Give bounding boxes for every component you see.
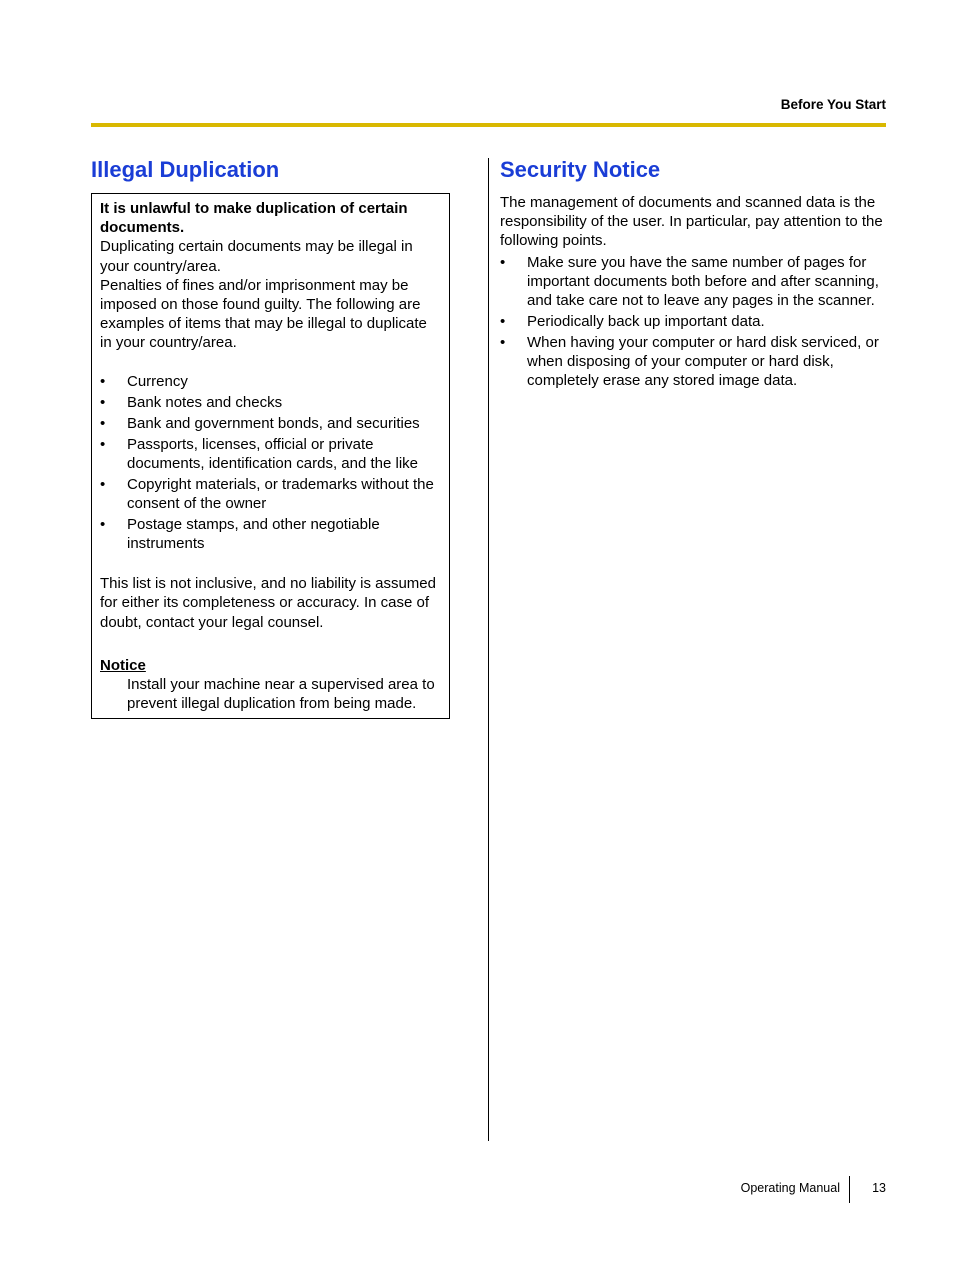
list-item-text: Bank and government bonds, and securities: [127, 414, 420, 432]
security-notice-title: Security Notice: [500, 157, 661, 182]
illegal-duplication-title: Illegal Duplication: [91, 157, 280, 182]
list-item: [100, 414, 441, 433]
security-notice-section: [500, 157, 888, 392]
lead-statement: It is unlawful to make duplication of certain documents.: [100, 200, 408, 237]
notice-title: Notice: [100, 656, 146, 674]
disclaimer: This list is not inclusive, and no liability is assumed for either its completeness or accuracy. In case of doubt, contact your legal counsel.: [100, 575, 436, 631]
bullet-icon: •: [100, 516, 106, 534]
list-item: [100, 372, 441, 391]
bullet-icon: •: [500, 313, 506, 331]
list-item-text: Postage stamps, and other negotiable instruments: [127, 516, 380, 553]
bullet-icon: •: [500, 253, 506, 271]
section-label: Before You Start: [780, 97, 886, 112]
illegal-duplication-box: [91, 193, 450, 719]
bullet-icon: •: [100, 435, 106, 453]
list-item: [100, 475, 441, 513]
list-item-text: Bank notes and checks: [127, 393, 283, 411]
column-divider: [488, 158, 489, 1141]
bullet-icon: •: [500, 334, 506, 352]
bullet-icon: •: [100, 372, 106, 390]
list-item: [500, 312, 888, 331]
list-item: [100, 515, 441, 553]
illegal-items-list: [100, 372, 441, 554]
list-item: [500, 253, 888, 311]
bullet-icon: •: [100, 414, 106, 432]
paragraph: Penalties of fines and/or imprisonment may be imposed on those found guilty. The following are examples of items that may be illegal to duplicate in your country/area.: [100, 276, 427, 352]
list-item-text: Make sure you have the same number of pages for important documents both before and after scanning, and take care not to leave any pages in the scanner.: [527, 253, 879, 310]
header-rule: [91, 123, 886, 127]
footer-label: Operating Manual: [740, 1181, 840, 1195]
list-item-text: Passports, licenses, official or private documents, identification cards, and the like: [127, 435, 418, 472]
paragraph: Duplicating certain documents may be illegal in your country/area.: [100, 238, 413, 275]
list-item-text: Copyright materials, or trademarks without the consent of the owner: [127, 475, 434, 513]
security-intro: The management of documents and scanned data is the responsibility of the user. In particular, pay attention to the following points.: [500, 194, 883, 250]
list-item: [100, 393, 441, 412]
security-items-list: [500, 253, 888, 391]
list-item-text: Currency: [127, 372, 188, 390]
list-item-text: Periodically back up important data.: [527, 313, 765, 331]
notice-text: Install your machine near a supervised area to prevent illegal duplication from being made.: [127, 676, 435, 713]
bullet-icon: •: [100, 393, 106, 411]
page-number: 13: [872, 1181, 886, 1195]
bullet-icon: •: [100, 475, 106, 493]
list-item: [500, 333, 888, 391]
footer-separator: [849, 1176, 850, 1203]
illegal-duplication-section: [91, 157, 450, 719]
list-item-text: When having your computer or hard disk serviced, or when disposing of your computer or hard disk, completely erase any stored image data.: [527, 334, 879, 390]
list-item: [100, 435, 441, 473]
